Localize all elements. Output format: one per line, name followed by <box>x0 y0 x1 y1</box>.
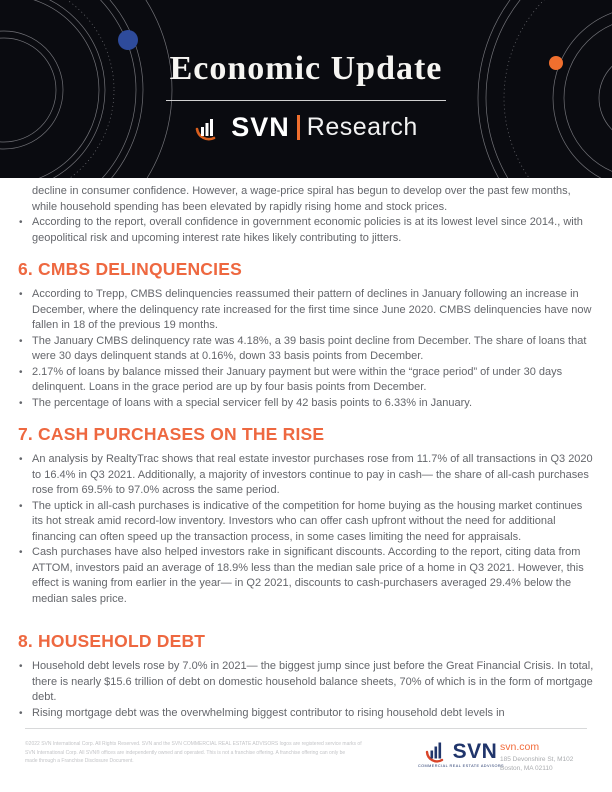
footer-address <box>500 755 600 773</box>
brand-separator <box>297 115 300 140</box>
bullet-item: • The uptick in all-cash purchases is indicative of the competition for home buying as the housing market continues its hot streak amid record-low inventory. Investors who can offer cash upfront without the need for additional financing can often speed up the transaction process, in some cases limiting the need for appraisals. <box>18 499 595 546</box>
section-heading: 8. HOUSEHOLD DEBT <box>18 631 206 651</box>
page-title: Economic Update <box>169 50 443 87</box>
intro-block <box>18 184 595 246</box>
bullet-item: • Rising mortgage debt was the overwhelming biggest contributor to rising household debt levels in <box>18 706 595 722</box>
footer-website-link[interactable]: svn.com <box>500 741 540 753</box>
bullet-list <box>18 452 595 607</box>
fine-print-line: SVN International Corp. All SVN® offices are independently owned and operated. This is not a franchise offering. A franchise offering can only be <box>25 749 346 756</box>
footer-fine-print <box>25 740 417 766</box>
section-heading: 7. CASH PURCHASES ON THE RISE <box>18 424 325 444</box>
bullet-item: • The percentage of loans with a special servicer fell by 42 basis points to 6.33% in January. <box>18 396 595 412</box>
intro-continuation-paragraph: decline in consumer confidence. However, a wage-price spiral has begun to develop over the past few months, while household spending has been elevated by rapidly rising home and stock prices. <box>32 185 571 213</box>
bullet-list <box>18 287 595 411</box>
bullet-item: • The January CMBS delinquency rate was 4.18%, a 39 basis point decline from December. The share of loans that were 30 days delinquent stands at 0.16%, down 33 basis points from December. <box>18 334 595 365</box>
bullet-item: • An analysis by RealtyTrac shows that real estate investor purchases rose from 11.7% of all transactions in Q3 2020 to 16.4% in Q3 2021. Additionally, a majority of investors continue to pay in cash— the share of all-cash purchases rose from 69.5% to 97.0% across the same period. <box>18 452 595 499</box>
brand-research-text: Research <box>306 112 418 141</box>
section-cash-purchases <box>18 423 595 607</box>
brand-svn-text: SVN <box>231 111 290 142</box>
bullet-item: • Household debt levels rose by 7.0% in 2021— the biggest jump since just before the Great Financial Crisis. In total, there is nearly $15.6 trillion of debt on domestic household balance sheets, 70% of which is in the form of mortgage debt. <box>18 659 595 706</box>
title-divider <box>166 100 446 101</box>
bullet-item: • According to Trepp, CMBS delinquencies reassumed their pattern of declines in January following an increase in December, where the delinquency rate increased for the first time since June 2020. CMBS delinquencies have now fallen in 18 of the previous 19 months. <box>18 287 595 334</box>
fine-print-line: ©2022 SVN International Corp. All Rights Reserved. SVN and the SVN COMMERCIAL REAL ESTATE ADVISORS logos are registered service marks of <box>25 741 362 747</box>
bullet-item: • Cash purchases have also helped investors rake in significant discounts. According to the report, citing data from ATTOM, investors paid an average of 18.9% less than the median sale price of a home in Q3 2021. However, this effect is waning from earlier in the year— in Q2 2021, discounts to cash-purchasers averaged 29.4% below the median sales price. <box>18 545 595 607</box>
svn-chart-icon <box>425 740 451 763</box>
svn-chart-icon <box>194 114 224 141</box>
svn-research-logo <box>0 110 612 144</box>
address-line: 185 Devonshire St, M102 <box>500 756 574 763</box>
bullet-item: • According to the report, overall confidence in government economic policies is at its lowest level since 2014., with geopolitical risk and upcoming interest rate hikes likely contributing to jitters. <box>18 215 595 246</box>
address-line: Boston, MA 02110 <box>500 765 553 772</box>
page-header <box>0 0 612 178</box>
section-heading: 6. CMBS DELINQUENCIES <box>18 259 242 279</box>
bullet-item: • 2.17% of loans by balance missed their January payment but were within the “grace period” of under 30 days delinquent. Loans in the grace period are up by four basis points from December. <box>18 365 595 396</box>
section-household-debt <box>18 630 595 721</box>
orbit-rings-decoration <box>0 0 612 178</box>
svn-tagline: COMMERCIAL REAL ESTATE ADVISORS <box>417 764 505 768</box>
blue-planet-dot <box>118 30 138 50</box>
bullet-list <box>18 659 595 721</box>
footer-divider <box>25 728 587 729</box>
svn-wordmark: SVN <box>452 740 498 763</box>
section-cmbs-delinquencies <box>18 258 595 411</box>
fine-print-line: made through a Franchise Disclosure Document. <box>25 758 134 764</box>
footer-contact <box>500 741 600 773</box>
footer-svn-logo <box>415 740 507 768</box>
intro-bullet-list <box>18 215 595 246</box>
